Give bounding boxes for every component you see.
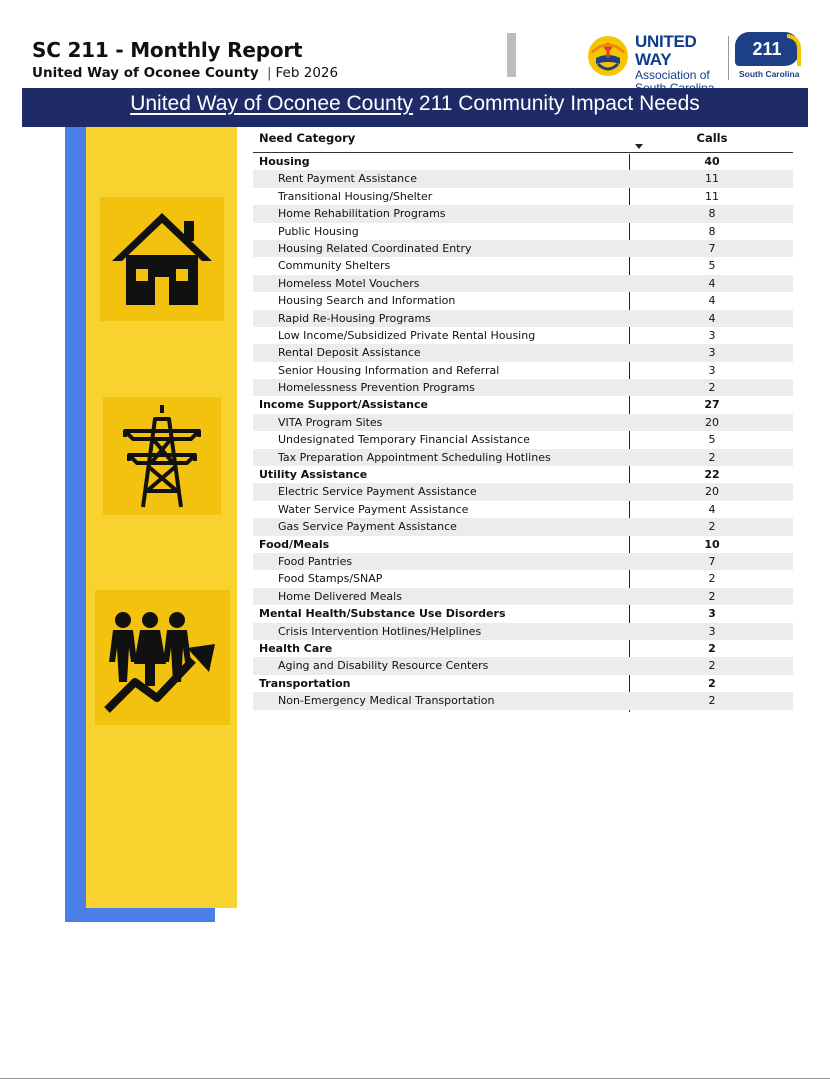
category-label: Transportation bbox=[259, 676, 351, 690]
calls-value: 20 bbox=[705, 415, 719, 429]
calls-value: 7 bbox=[708, 241, 716, 255]
calls-value: 27 bbox=[704, 398, 720, 412]
table-row[interactable] bbox=[253, 570, 793, 587]
calls-value: 2 bbox=[708, 381, 716, 395]
calls-value: 2 bbox=[708, 641, 716, 655]
calls-value: 2 bbox=[708, 589, 716, 603]
table-row[interactable] bbox=[253, 188, 793, 205]
banner-title-rest: 211 Community Impact Needs bbox=[413, 92, 700, 115]
report-title: SC 211 - Monthly Report bbox=[32, 38, 303, 62]
people-growth-icon bbox=[95, 590, 230, 725]
table-row[interactable] bbox=[253, 275, 793, 292]
need-label: Aging and Disability Resource Centers bbox=[278, 659, 489, 673]
category-label: Utility Assistance bbox=[259, 468, 368, 482]
calls-value: 10 bbox=[704, 537, 720, 551]
header-calls[interactable]: Calls bbox=[696, 131, 728, 145]
table-row[interactable] bbox=[253, 553, 793, 570]
table-row[interactable] bbox=[253, 362, 793, 379]
table-row[interactable] bbox=[253, 431, 793, 448]
badge-211: 211 bbox=[735, 32, 799, 66]
header-need-category[interactable]: Need Category bbox=[259, 131, 356, 145]
table-row[interactable] bbox=[253, 223, 793, 240]
calls-value: 5 bbox=[708, 433, 716, 447]
category-label: Mental Health/Substance Use Disorders bbox=[259, 607, 506, 621]
united-way-logo bbox=[586, 32, 726, 84]
need-label: Transitional Housing/Shelter bbox=[278, 189, 433, 203]
people-growth-tile bbox=[95, 590, 230, 725]
grey-marker bbox=[507, 33, 516, 77]
needs-table bbox=[253, 127, 793, 710]
category-row[interactable] bbox=[253, 605, 793, 622]
need-label: Low Income/Subsidized Private Rental Housing bbox=[278, 328, 536, 342]
calls-value: 11 bbox=[705, 189, 719, 203]
table-row[interactable] bbox=[253, 449, 793, 466]
need-label: Rapid Re-Housing Programs bbox=[278, 311, 431, 325]
calls-value: 3 bbox=[708, 607, 716, 621]
page-bottom-rule bbox=[0, 1078, 830, 1079]
calls-value: 2 bbox=[708, 659, 716, 673]
banner-title bbox=[22, 92, 808, 116]
calls-value: 11 bbox=[705, 172, 719, 186]
house-icon bbox=[100, 197, 224, 321]
united-way-hand-icon bbox=[586, 34, 630, 78]
category-label: Health Care bbox=[259, 641, 333, 655]
sort-desc-icon[interactable] bbox=[635, 144, 643, 149]
report-period: Feb 2026 bbox=[275, 65, 339, 81]
banner-org-link[interactable]: United Way of Oconee County bbox=[130, 92, 414, 115]
table-row[interactable] bbox=[253, 292, 793, 309]
calls-value: 4 bbox=[708, 276, 716, 290]
table-body bbox=[253, 153, 793, 710]
section-banner bbox=[22, 88, 808, 127]
calls-value: 2 bbox=[708, 694, 716, 708]
table-row[interactable] bbox=[253, 170, 793, 187]
calls-value: 2 bbox=[708, 572, 716, 586]
category-label: Food/Meals bbox=[259, 537, 330, 551]
calls-value: 8 bbox=[708, 224, 716, 238]
table-row[interactable] bbox=[253, 588, 793, 605]
table-header bbox=[253, 127, 793, 153]
table-row[interactable] bbox=[253, 327, 793, 344]
need-label: Water Service Payment Assistance bbox=[278, 502, 469, 516]
category-row[interactable] bbox=[253, 675, 793, 692]
need-label: Homeless Motel Vouchers bbox=[278, 276, 420, 290]
sc-211-logo bbox=[735, 32, 803, 84]
need-label: Electric Service Payment Assistance bbox=[278, 485, 477, 499]
table-row[interactable] bbox=[253, 483, 793, 500]
table-row[interactable] bbox=[253, 657, 793, 674]
need-label: Community Shelters bbox=[278, 259, 391, 273]
table-row[interactable] bbox=[253, 257, 793, 274]
category-row[interactable] bbox=[253, 640, 793, 657]
org-name: United Way of Oconee County bbox=[32, 65, 259, 81]
need-label: Homelessness Prevention Programs bbox=[278, 381, 475, 395]
need-label: Non-Emergency Medical Transportation bbox=[278, 694, 495, 708]
category-label: Income Support/Assistance bbox=[259, 398, 428, 412]
calls-value: 3 bbox=[708, 624, 716, 638]
badge-sub-label: South Carolina bbox=[739, 69, 800, 79]
need-label: Home Rehabilitation Programs bbox=[278, 207, 446, 221]
table-row[interactable] bbox=[253, 379, 793, 396]
calls-value: 5 bbox=[708, 259, 716, 273]
need-label: Housing Related Coordinated Entry bbox=[278, 241, 472, 255]
table-row[interactable] bbox=[253, 344, 793, 361]
calls-value: 22 bbox=[704, 468, 720, 482]
calls-value: 20 bbox=[705, 485, 719, 499]
need-label: VITA Program Sites bbox=[278, 415, 383, 429]
logo-line1: UNITED WAY bbox=[635, 32, 697, 69]
calls-value: 8 bbox=[708, 207, 716, 221]
need-label: Food Pantries bbox=[278, 554, 353, 568]
calls-value: 7 bbox=[708, 554, 716, 568]
calls-value: 4 bbox=[708, 502, 716, 516]
table-row[interactable] bbox=[253, 692, 793, 709]
table-row[interactable] bbox=[253, 240, 793, 257]
calls-value: 2 bbox=[708, 450, 716, 464]
logo-line2: Association of bbox=[635, 68, 710, 82]
need-label: Crisis Intervention Hotlines/Helplines bbox=[278, 624, 482, 638]
need-label: Home Delivered Meals bbox=[278, 589, 402, 603]
need-label: Gas Service Payment Assistance bbox=[278, 520, 457, 534]
table-row[interactable] bbox=[253, 414, 793, 431]
table-row[interactable] bbox=[253, 205, 793, 222]
table-row[interactable] bbox=[253, 518, 793, 535]
category-row[interactable] bbox=[253, 396, 793, 413]
power-tower-icon bbox=[103, 397, 221, 515]
table-row[interactable] bbox=[253, 623, 793, 640]
need-label: Housing Search and Information bbox=[278, 294, 456, 308]
calls-value: 3 bbox=[708, 363, 716, 377]
category-label: Housing bbox=[259, 155, 310, 168]
need-label: Food Stamps/SNAP bbox=[278, 572, 383, 586]
category-row[interactable] bbox=[253, 153, 793, 170]
house-tile bbox=[100, 197, 224, 321]
need-label: Rental Deposit Assistance bbox=[278, 346, 421, 360]
calls-value: 2 bbox=[708, 520, 716, 534]
logo-divider bbox=[728, 36, 729, 80]
calls-value: 4 bbox=[708, 294, 716, 308]
calls-value: 4 bbox=[708, 311, 716, 325]
need-label: Undesignated Temporary Financial Assistance bbox=[278, 433, 530, 447]
power-tower-tile bbox=[103, 397, 221, 515]
need-label: Tax Preparation Appointment Scheduling Hotlines bbox=[278, 450, 551, 464]
need-label: Senior Housing Information and Referral bbox=[278, 363, 500, 377]
report-subtitle bbox=[32, 65, 338, 81]
table-row[interactable] bbox=[253, 501, 793, 518]
need-label: Public Housing bbox=[278, 224, 359, 238]
badge-accent bbox=[787, 34, 801, 66]
calls-value: 2 bbox=[708, 676, 716, 690]
need-label: Rent Payment Assistance bbox=[278, 172, 417, 186]
category-row[interactable] bbox=[253, 536, 793, 553]
subtitle-separator: | bbox=[266, 65, 272, 81]
calls-value: 40 bbox=[704, 155, 720, 168]
calls-value: 3 bbox=[708, 328, 716, 342]
table-row[interactable] bbox=[253, 310, 793, 327]
calls-value: 3 bbox=[708, 346, 716, 360]
category-row[interactable] bbox=[253, 466, 793, 483]
